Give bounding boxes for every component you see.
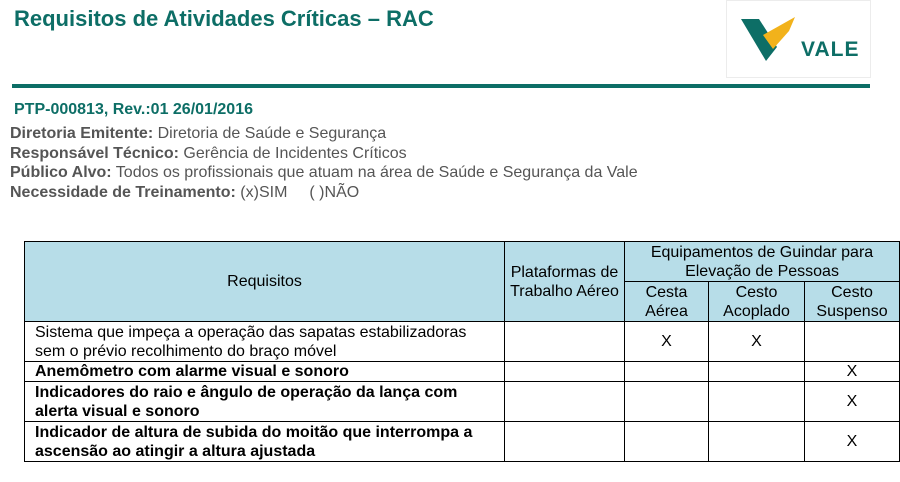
- requirement-text: Indicadores do raio e ângulo de operação da lança com alerta visual e sonoro: [25, 382, 505, 422]
- page-title: Requisitos de Atividades Críticas – RAC: [14, 6, 434, 31]
- requirement-text: Sistema que impeça a operação das sapatas estabilizadoras sem o prévio recolhimento do braço móvel: [25, 322, 505, 362]
- header-cesto-acoplado: Cesto Acoplado: [709, 282, 805, 322]
- cell-plataformas: [505, 422, 625, 462]
- header-cesta-aerea: Cesta Aérea: [625, 282, 709, 322]
- cell-plataformas: [505, 382, 625, 422]
- header-equipamentos: Equipamentos de Guindar para Elevação de Pessoas: [625, 242, 900, 282]
- cell-cesta-aerea: X: [625, 322, 709, 362]
- requirements-table: [24, 241, 900, 462]
- meta-diretoria-value: Diretoria de Saúde e Segurança: [153, 125, 387, 142]
- requirement-text: Anemômetro com alarme visual e sonoro: [25, 362, 505, 382]
- document-reference: PTP-000813, Rev.:01 26/01/2016: [14, 101, 253, 118]
- cell-cesta-aerea: [625, 382, 709, 422]
- meta-publico: [10, 163, 638, 183]
- meta-publico-label: Público Alvo:: [10, 164, 112, 181]
- vale-logo: [726, 0, 871, 78]
- cell-cesto-suspenso: X: [805, 382, 900, 422]
- meta-treinamento-sim: (x)SIM: [235, 183, 288, 201]
- cell-cesto-acoplado: [709, 362, 805, 382]
- meta-responsavel-label: Responsável Técnico:: [10, 144, 179, 162]
- meta-treinamento: [10, 183, 638, 203]
- logo-text: VALE: [801, 38, 860, 61]
- table-row: [25, 322, 900, 362]
- table-row: [25, 422, 900, 462]
- meta-treinamento-label: Necessidade de Treinamento:: [10, 183, 236, 201]
- meta-diretoria: [10, 124, 638, 144]
- header-cesto-suspenso: Cesto Suspenso: [805, 282, 900, 322]
- cell-cesto-suspenso: X: [805, 422, 900, 462]
- cell-cesto-acoplado: [709, 422, 805, 462]
- meta-responsavel: [10, 144, 638, 164]
- vale-logo-icon: [737, 13, 801, 65]
- meta-publico-value: Todos os profissionais que atuam na área de Saúde e Segurança da Vale: [111, 164, 638, 181]
- cell-cesto-suspenso: [805, 322, 900, 362]
- cell-cesta-aerea: [625, 422, 709, 462]
- meta-responsavel-value: Gerência de Incidentes Críticos: [178, 144, 407, 162]
- cell-cesto-acoplado: X: [709, 322, 805, 362]
- document-metadata: [10, 124, 638, 202]
- table-row: [25, 362, 900, 382]
- cell-cesta-aerea: [625, 362, 709, 382]
- header-divider: [12, 84, 870, 88]
- table-row: [25, 382, 900, 422]
- meta-treinamento-nao: ( )NÃO: [309, 183, 360, 201]
- cell-cesto-acoplado: [709, 382, 805, 422]
- meta-diretoria-label: Diretoria Emitente:: [10, 125, 154, 142]
- cell-plataformas: [505, 362, 625, 382]
- requirement-text: Indicador de altura de subida do moitão que interrompa a ascensão ao atingir a altura ajustada: [25, 422, 505, 462]
- cell-plataformas: [505, 322, 625, 362]
- header-plataformas: Plataformas de Trabalho Aéreo: [505, 242, 625, 322]
- cell-cesto-suspenso: X: [805, 362, 900, 382]
- header-requisitos: Requisitos: [25, 242, 505, 322]
